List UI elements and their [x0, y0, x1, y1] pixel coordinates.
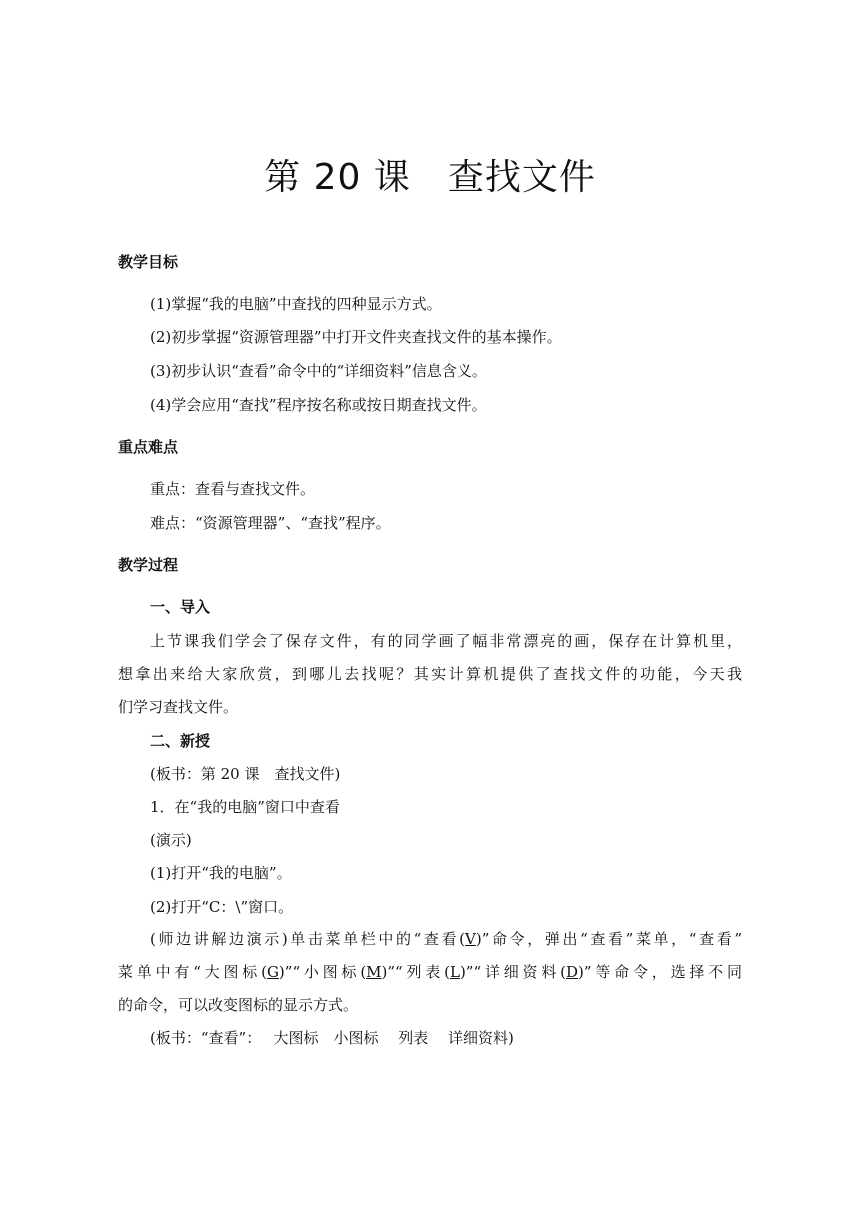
focus-text: 重点：查看与查找文件。 — [150, 480, 316, 498]
goal-item: (1)掌握“我的电脑”中查找的四种显示方式。 — [150, 295, 442, 313]
step-heading: 1．在“我的电脑”窗口中查看 — [150, 798, 340, 816]
section-heading-goals: 教学目标 — [118, 253, 179, 271]
new-lesson-heading: 二、新授 — [150, 732, 211, 750]
demo-note: (演示) — [150, 831, 192, 849]
explanation-line: 的命令，可以改变图标的显示方式。 — [118, 996, 359, 1014]
substep: (1)打开“我的电脑”。 — [150, 864, 292, 882]
substep: (2)打开“C：\”窗口。 — [150, 898, 294, 916]
explanation-line: (师边讲解边演示)单击菜单栏中的“查看(V)”命令，弹出“查看”菜单，“查看” — [150, 930, 742, 948]
intro-paragraph-line: 上节课我们学会了保存文件，有的同学画了幅非常漂亮的画，保存在计算机里， — [150, 632, 742, 650]
intro-paragraph-line: 想拿出来给大家欣赏，到哪儿去找呢？其实计算机提供了查找文件的功能，今天我 — [118, 665, 742, 683]
goal-item: (2)初步掌握“资源管理器”中打开文件夹查找文件的基本操作。 — [150, 328, 562, 346]
explanation-line: 菜单中有“大图标(G)”“小图标(M)”“列表(L)”“详细资料(D)”等命令，选择不同 — [118, 963, 742, 981]
difficulty-text: 难点：“资源管理器”、“查找”程序。 — [150, 514, 391, 532]
board-note: (板书：“查看”： 大图标 小图标 列表 详细资料) — [150, 1029, 514, 1047]
goal-item: (3)初步认识“查看”命令中的“详细资料”信息含义。 — [150, 362, 487, 380]
intro-heading: 一、导入 — [150, 598, 211, 616]
section-heading-process: 教学过程 — [118, 556, 179, 574]
board-note: (板书：第 20 课 查找文件) — [150, 765, 341, 783]
goal-item: (4)学会应用“查找”程序按名称或按日期查找文件。 — [150, 396, 487, 414]
page-title: 第 20 课 查找文件 — [264, 157, 596, 198]
intro-paragraph-line: 们学习查找文件。 — [118, 698, 239, 716]
section-heading-keypoints: 重点难点 — [118, 438, 179, 456]
